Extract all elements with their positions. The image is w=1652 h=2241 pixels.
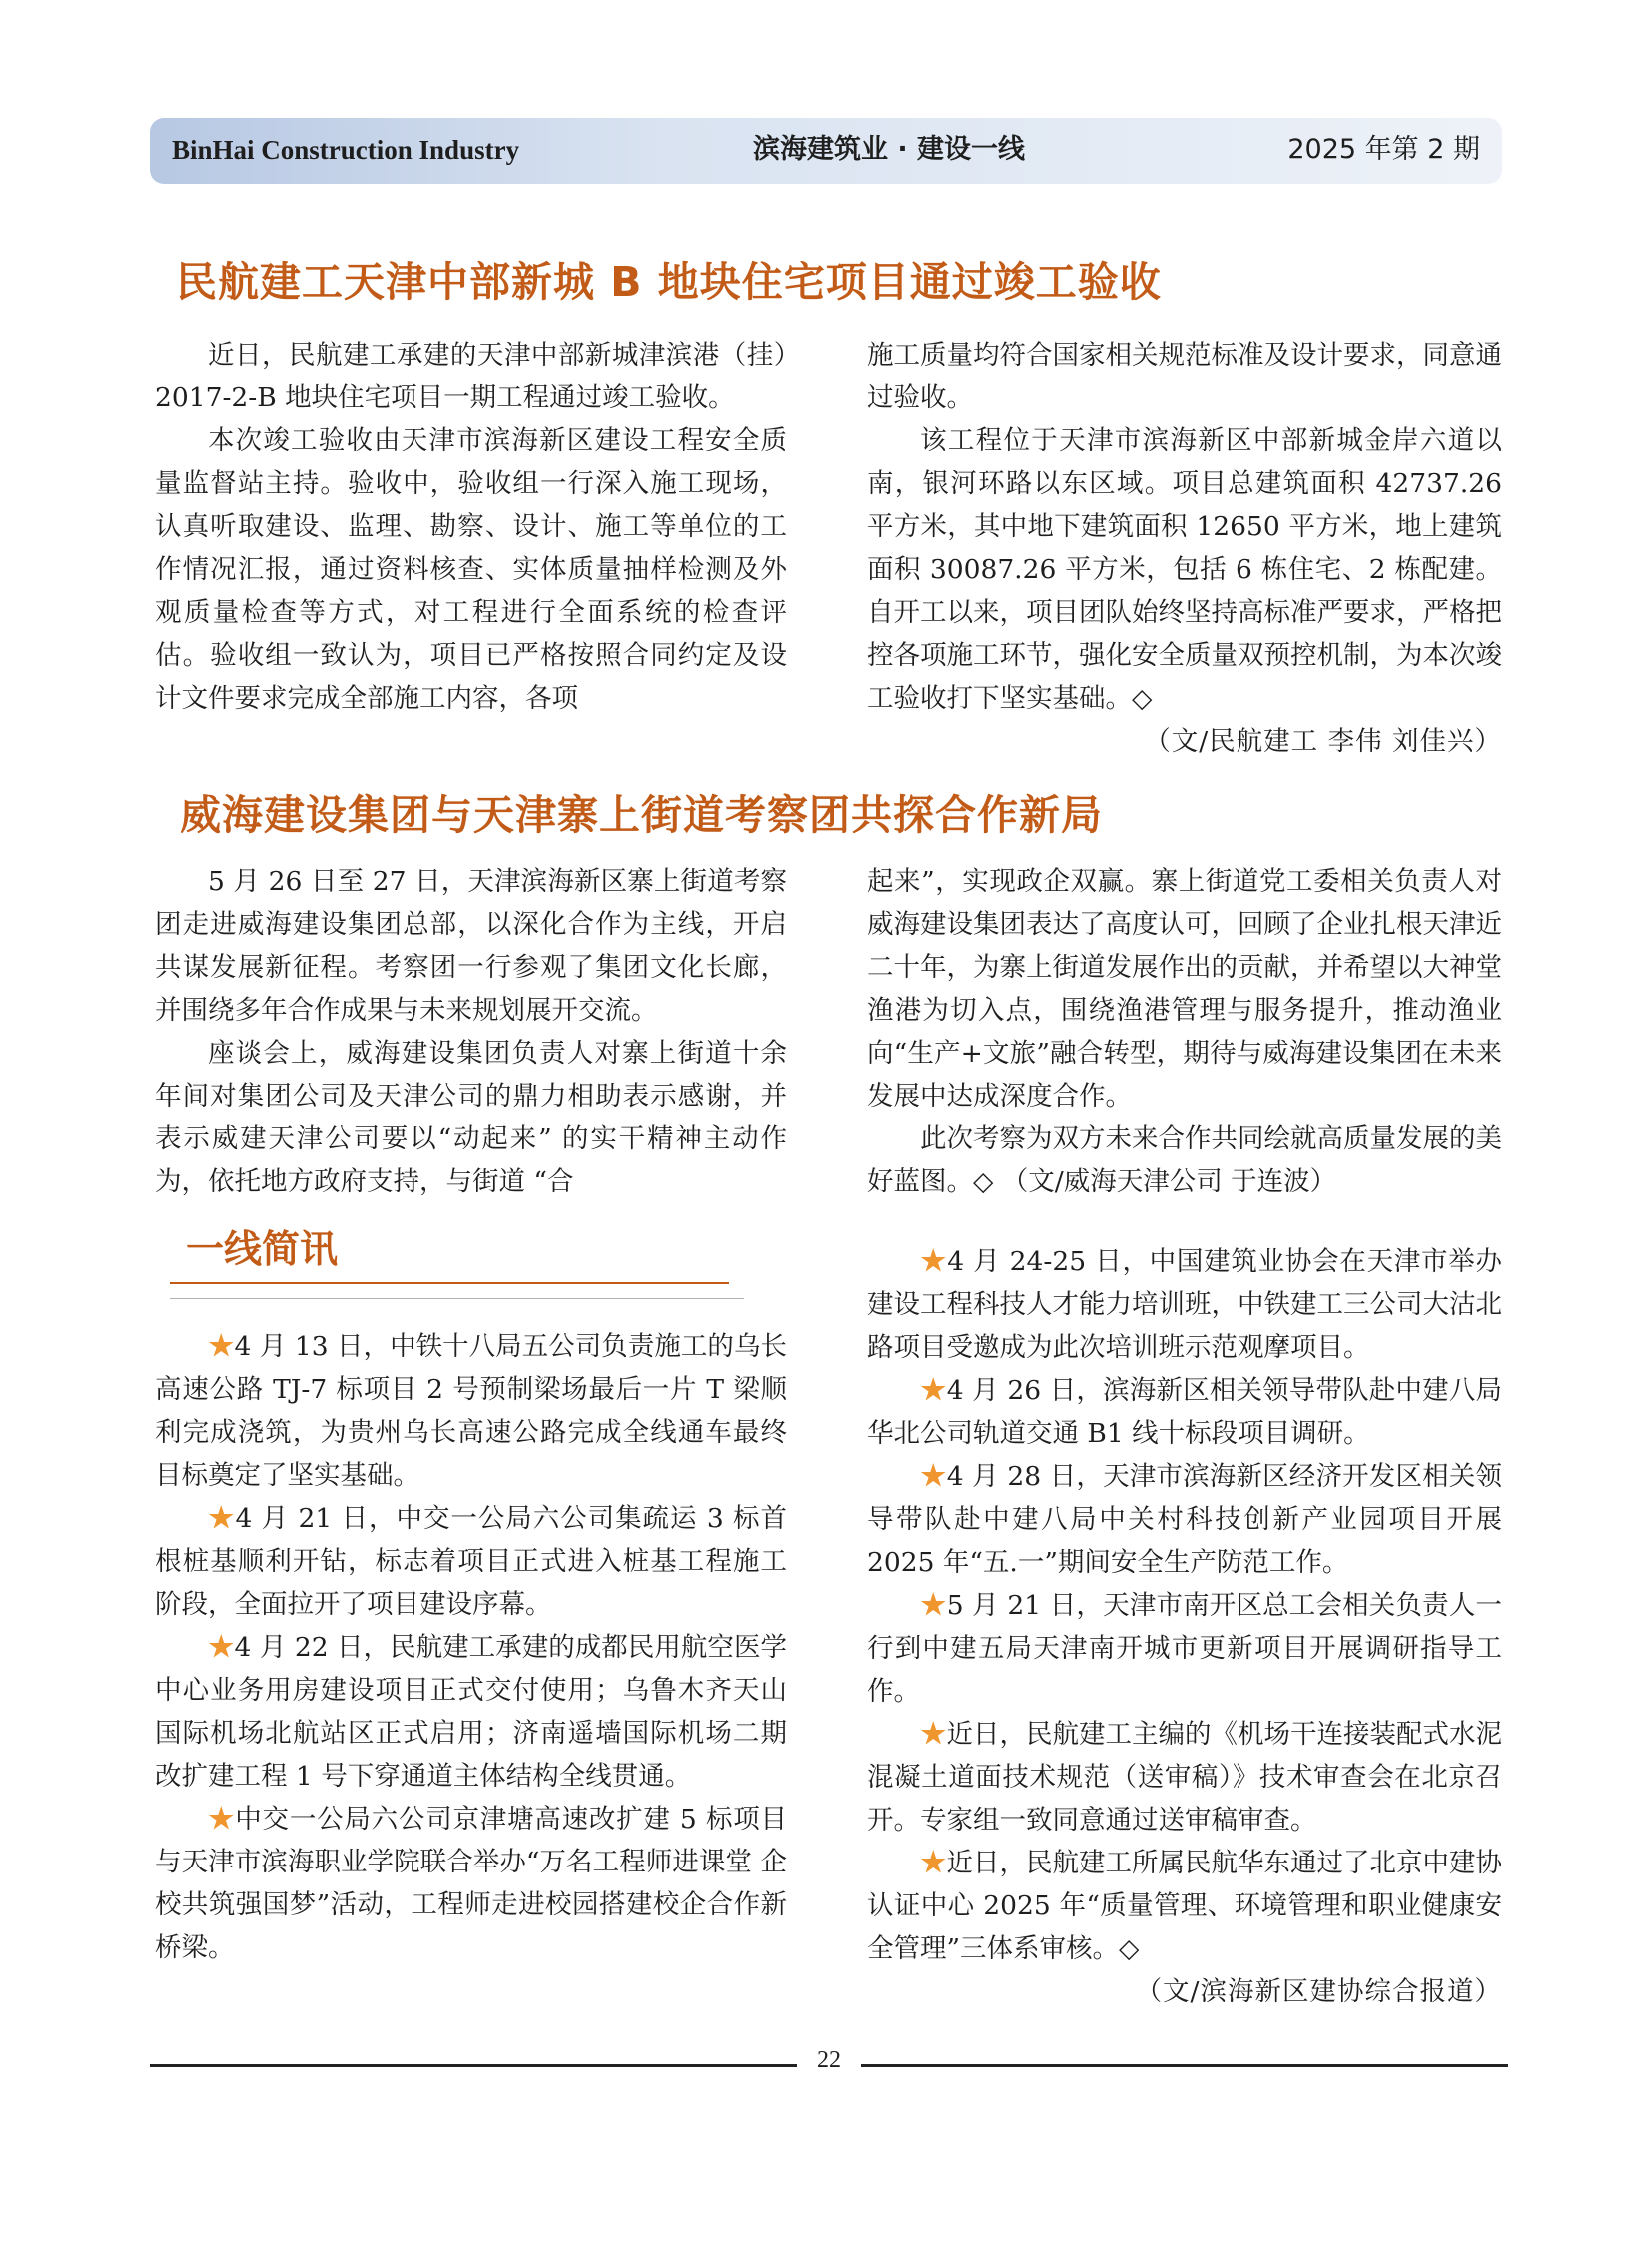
footer-rule-right: [861, 2064, 1508, 2067]
brief-item: [155, 1626, 787, 1798]
brief-text: 近日，民航建工主编的《机场干连接装配式水泥混凝土道面技术规范（送审稿）》技术审查会在北京召开。专家组一致同意通过送审稿审查。: [867, 1719, 1502, 1836]
brief-item: [867, 1584, 1502, 1713]
brief-text: 4 月 21 日，中交一公局六公司集疏运 3 标首根桩基顺利开钻，标志着项目正式进入桩基工程施工阶段，全面拉开了项目建设序幕。: [155, 1503, 787, 1620]
brief-text: 4 月 28 日，天津市滨海新区经济开发区相关领导带队赴中建八局中关村科技创新产业园项目开展 2025 年“五.一”期间安全生产防范工作。: [867, 1461, 1503, 1578]
briefs-title-underline: [170, 1282, 729, 1284]
star-icon: ★: [208, 1331, 235, 1362]
star-icon: ★: [208, 1632, 235, 1663]
article1-right-column: [867, 334, 1502, 763]
briefs-title: 一线简讯: [186, 1227, 339, 1271]
brief-item: [155, 1497, 787, 1626]
star-icon: ★: [920, 1590, 947, 1621]
article2-paragraph: 座谈会上，威海建设集团负责人对寨上街道十余年间对集团公司及天津公司的鼎力相助表示感谢，并表示威建天津公司要以“动起来” 的实干精神主动作为，依托地方政府支持，与街道 “合: [155, 1038, 787, 1197]
star-icon: ★: [920, 1848, 947, 1878]
briefs-title-rule: [170, 1298, 744, 1299]
star-icon: ★: [920, 1719, 947, 1750]
brief-text: 4 月 22 日，民航建工承建的成都民用航空医学中心业务用房建设项目正式交付使用；乌鲁木齐天山国际机场北航站区正式启用；济南遥墙国际机场二期改扩建工程 1 号下穿通道主体结构全线贯通。: [155, 1632, 787, 1792]
star-icon: ★: [920, 1375, 947, 1406]
brief-text: 中交一公局六公司京津塘高速改扩建 5 标项目与天津市滨海职业学院联合举办“万名工程师进课堂 企校共筑强国梦”活动，工程师走进校园搭建校企合作新桥梁。: [155, 1804, 787, 1963]
journal-name-en: BinHai Construction Industry: [172, 135, 520, 165]
brief-item: [867, 1369, 1502, 1455]
brief-item: [155, 1325, 787, 1497]
brief-item: [867, 1455, 1502, 1584]
star-icon: ★: [920, 1461, 947, 1492]
brief-item: [155, 1798, 787, 1969]
article2-paragraph: 起来”，实现政企双赢。寨上街道党工委相关负责人对威海建设集团表达了高度认可，回顾了企业扎根天津近二十年，为寨上街道发展作出的贡献，并希望以大神堂渔港为切入点，围绕渔港管理与服务提升，推动渔业向“生产+文旅”融合转型，期待与威海建设集团在未来发展中达成深度合作。: [867, 866, 1502, 1112]
page-number: 22: [817, 2047, 841, 2073]
star-icon: ★: [208, 1503, 236, 1534]
briefs-byline: （文/滨海新区建协综合报道）: [1135, 1976, 1502, 2007]
issue-label: 2025 年第 2 期: [1287, 134, 1480, 165]
star-icon: ★: [208, 1804, 236, 1835]
brief-text: 4 月 24-25 日，中国建筑业协会在天津市举办建设工程科技人才能力培训班，中铁建工三公司大沽北路项目受邀成为此次培训班示范观摩项目。: [867, 1246, 1503, 1363]
article1-paragraph: 施工质量均符合国家相关规范标准及设计要求，同意通过验收。: [867, 340, 1502, 413]
article2-paragraph: 此次考察为双方未来合作共同绘就高质量发展的美好蓝图。◇ （文/威海天津公司 于连波）: [867, 1123, 1502, 1197]
article1-paragraph: 近日，民航建工承建的天津中部新城津滨港（挂）2017-2-B 地块住宅项目一期工程通过竣工验收。: [155, 340, 787, 413]
briefs-left-column: [155, 1325, 787, 1969]
briefs-right-column: [867, 1240, 1502, 2013]
article1-byline: （文/民航建工 李伟 刘佳兴）: [1144, 726, 1502, 757]
brief-item: [867, 1713, 1502, 1842]
article2-paragraph: 5 月 26 日至 27 日，天津滨海新区寨上街道考察团走进威海建设集团总部，以深化合作为主线，开启共谋发展新征程。考察团一行参观了集团文化长廊，并围绕多年合作成果与未来规划展开交流。: [155, 866, 787, 1026]
article2-right-column: [867, 860, 1502, 1203]
article2-left-column: [155, 860, 787, 1203]
article1-title: 民航建工天津中部新城 B 地块住宅项目通过竣工验收: [176, 258, 1162, 306]
article1-paragraph: 该工程位于天津市滨海新区中部新城金岸六道以南，银河环路以东区域。项目总建筑面积 42737.26 平方米，其中地下建筑面积 12650 平方米，地上建筑面积 30087.26 平方米，包括 6 栋住宅、2 栋配建。自开工以来，项目团队始终坚持高标准严要求，严格把控各项施工环节，强化安全质量双预控机制，为本次竣工验收打下坚实基础。◇: [867, 425, 1502, 714]
masthead-bar: [150, 118, 1502, 184]
brief-item: [867, 1842, 1502, 1970]
brief-item: [867, 1240, 1502, 1369]
article1-paragraph: 本次竣工验收由天津市滨海新区建设工程安全质量监督站主持。验收中，验收组一行深入施工现场，认真听取建设、监理、勘察、设计、施工等单位的工作情况汇报，通过资料核查、实体质量抽样检测及外观质量检查等方式，对工程进行全面系统的检查评估。验收组一致认为，项目已严格按照合同约定及设计文件要求完成全部施工内容，各项: [155, 425, 787, 714]
brief-text: 4 月 13 日，中铁十八局五公司负责施工的乌长高速公路 TJ-7 标项目 2 号预制梁场最后一片 T 梁顺利完成浇筑，为贵州乌长高速公路完成全线通车最终目标奠定了坚实基础。: [155, 1331, 787, 1491]
brief-text: 4 月 26 日，滨海新区相关领导带队赴中建八局华北公司轨道交通 B1 线十标段项目调研。: [867, 1375, 1503, 1449]
brief-text: 近日，民航建工所属民航华东通过了北京中建协认证中心 2025 年“质量管理、环境管理和职业健康安全管理”三体系审核。◇: [867, 1848, 1502, 1964]
footer-rule-left: [150, 2064, 797, 2067]
section-name: 滨海建筑业 · 建设一线: [753, 134, 1026, 165]
brief-text: 5 月 21 日，天津市南开区总工会相关负责人一行到中建五局天津南开城市更新项目开展调研指导工作。: [867, 1590, 1503, 1707]
article1-left-column: [155, 334, 787, 720]
star-icon: ★: [920, 1246, 948, 1277]
article2-title: 威海建设集团与天津寨上街道考察团共探合作新局: [180, 791, 1103, 839]
